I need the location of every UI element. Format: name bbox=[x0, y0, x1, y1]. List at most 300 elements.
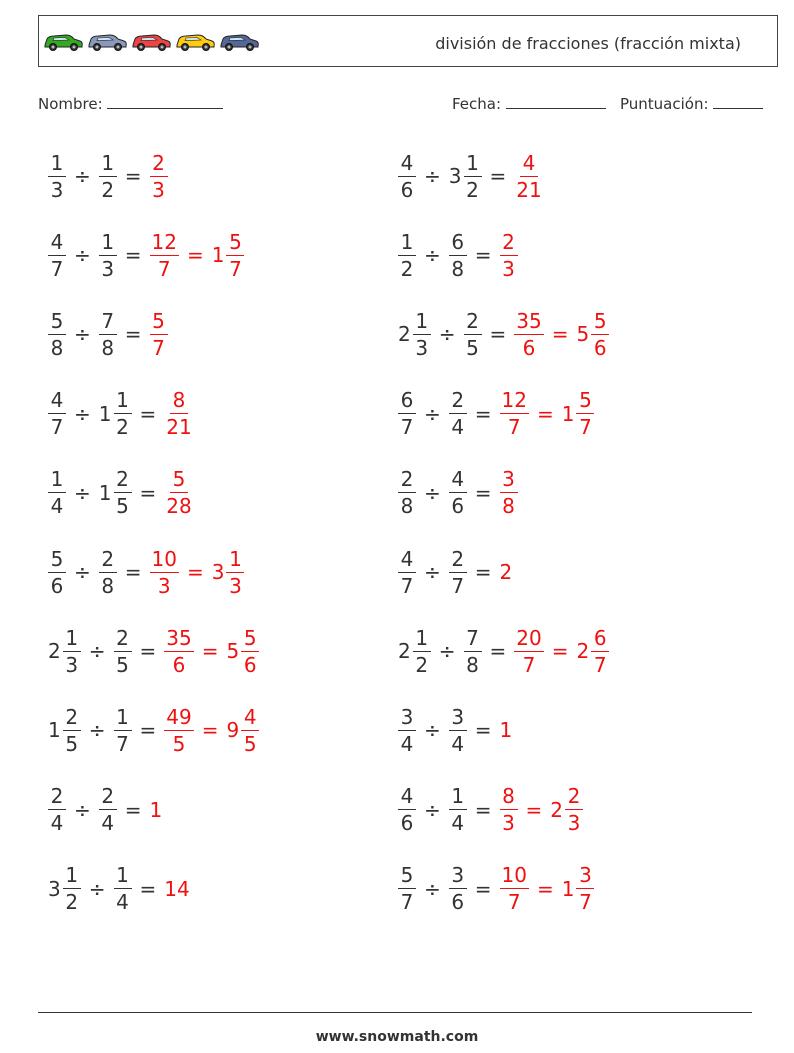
dividend-denominator: 3 bbox=[415, 335, 429, 360]
divisor-denominator: 4 bbox=[451, 811, 465, 836]
answer-fraction bbox=[514, 625, 543, 677]
answer bbox=[498, 229, 520, 281]
divisor bbox=[112, 863, 134, 915]
divisor bbox=[447, 229, 469, 281]
date-field bbox=[452, 94, 606, 113]
date-blank bbox=[506, 94, 606, 109]
dividend-numerator: 1 bbox=[63, 865, 81, 889]
answer-fraction bbox=[500, 388, 529, 440]
equals-sign: = bbox=[536, 876, 554, 901]
answer-denominator: 5 bbox=[172, 731, 186, 756]
dividend-denominator: 3 bbox=[65, 652, 79, 677]
divisor-denominator: 2 bbox=[101, 177, 115, 202]
answer-numerator: 5 bbox=[170, 469, 188, 493]
dividend-numerator: 1 bbox=[413, 628, 431, 652]
dividend bbox=[396, 467, 418, 519]
divisor-numerator: 4 bbox=[449, 469, 467, 493]
car-icon bbox=[86, 29, 128, 53]
divisor-denominator: 4 bbox=[451, 731, 465, 756]
divisor bbox=[447, 704, 469, 756]
divisor bbox=[447, 546, 469, 598]
problem-item bbox=[46, 463, 196, 523]
divisor-denominator: 3 bbox=[101, 256, 115, 281]
divisor-denominator: 5 bbox=[116, 652, 129, 677]
problem-item bbox=[46, 859, 190, 919]
dividend-fraction bbox=[48, 388, 66, 440]
divide-sign: ÷ bbox=[424, 718, 441, 743]
problem-item bbox=[396, 146, 546, 206]
answer bbox=[512, 625, 545, 677]
dividend bbox=[396, 308, 433, 360]
answer-numerator: 35 bbox=[166, 625, 192, 650]
answer-numerator: 10 bbox=[151, 546, 177, 571]
answer-fraction bbox=[150, 229, 179, 281]
divide-sign: ÷ bbox=[424, 797, 441, 822]
dividend-numerator: 6 bbox=[398, 390, 416, 414]
divisor-fraction bbox=[114, 388, 132, 440]
answer-fraction bbox=[226, 546, 244, 598]
answer-fraction bbox=[500, 863, 529, 915]
name-field bbox=[38, 94, 223, 113]
divisor-denominator: 5 bbox=[466, 335, 479, 360]
divisor-fraction bbox=[449, 388, 467, 440]
answer bbox=[162, 467, 195, 519]
answer-whole: 2 bbox=[576, 639, 590, 664]
dividend-denominator: 7 bbox=[400, 573, 414, 598]
equals-sign: = bbox=[124, 560, 142, 584]
divide-sign: ÷ bbox=[88, 639, 106, 664]
car-icon bbox=[174, 29, 216, 53]
dividend-whole: 2 bbox=[48, 639, 61, 664]
dividend-numerator: 2 bbox=[398, 469, 416, 493]
dividend-numerator: 1 bbox=[63, 628, 81, 652]
answer bbox=[512, 150, 545, 202]
answer bbox=[148, 798, 163, 822]
divide-sign: ÷ bbox=[74, 401, 91, 426]
divide-sign: ÷ bbox=[74, 322, 91, 347]
divide-sign: ÷ bbox=[74, 797, 91, 822]
divisor-fraction bbox=[99, 150, 117, 202]
dividend bbox=[46, 229, 68, 281]
answer-whole: 1 bbox=[211, 243, 225, 268]
equals-sign: = bbox=[551, 639, 569, 664]
answer-whole: 1 bbox=[561, 401, 575, 426]
answer-numerator: 3 bbox=[576, 865, 594, 889]
answer-fraction bbox=[500, 467, 518, 519]
header-box bbox=[38, 15, 778, 67]
divide-sign: ÷ bbox=[424, 401, 441, 426]
problem-item bbox=[396, 621, 611, 681]
divisor-numerator: 1 bbox=[99, 153, 117, 177]
answer-fraction bbox=[164, 704, 193, 756]
dividend-fraction bbox=[398, 150, 416, 202]
footer-url: www.snowmath.com bbox=[315, 1029, 479, 1045]
divisor bbox=[447, 863, 469, 915]
dividend-fraction bbox=[413, 308, 431, 360]
answer bbox=[148, 229, 181, 281]
divisor-numerator: 2 bbox=[114, 628, 132, 652]
dividend-denominator: 7 bbox=[400, 415, 414, 440]
answer bbox=[162, 877, 189, 901]
answer-whole: 1 bbox=[499, 718, 513, 743]
answer-whole: 3 bbox=[211, 560, 225, 584]
problem-item bbox=[46, 304, 170, 364]
divide-sign: ÷ bbox=[74, 560, 91, 584]
dividend bbox=[46, 308, 68, 360]
answer bbox=[210, 229, 247, 281]
divisor-numerator: 1 bbox=[464, 153, 482, 177]
divisor bbox=[97, 467, 134, 519]
dividend bbox=[46, 467, 68, 519]
equals-sign: = bbox=[124, 797, 142, 822]
divide-sign: ÷ bbox=[74, 164, 91, 188]
dividend-numerator: 5 bbox=[48, 311, 66, 335]
dividend-fraction bbox=[48, 150, 66, 202]
equals-sign: = bbox=[474, 401, 492, 426]
dividend-denominator: 4 bbox=[50, 811, 64, 836]
answer bbox=[498, 467, 520, 519]
equals-sign: = bbox=[124, 243, 142, 268]
divide-sign: ÷ bbox=[74, 243, 91, 268]
dividend-fraction bbox=[48, 467, 66, 519]
dividend-denominator: 2 bbox=[400, 256, 414, 281]
problem-item bbox=[46, 225, 246, 285]
divisor bbox=[447, 150, 484, 202]
divisor bbox=[112, 625, 134, 677]
dividend bbox=[46, 704, 83, 756]
dividend-numerator: 2 bbox=[63, 707, 81, 731]
car-icon bbox=[218, 29, 260, 53]
dividend bbox=[46, 863, 83, 915]
divisor-numerator: 2 bbox=[99, 786, 117, 810]
answer-numerator: 3 bbox=[500, 469, 518, 493]
dividend-fraction bbox=[398, 229, 416, 281]
dividend-fraction bbox=[398, 784, 416, 836]
dividend bbox=[46, 784, 68, 836]
answer bbox=[148, 150, 170, 202]
answer bbox=[148, 308, 170, 360]
answer bbox=[512, 308, 545, 360]
dividend-whole: 1 bbox=[48, 718, 61, 743]
divisor-denominator: 8 bbox=[451, 256, 465, 281]
dividend-denominator: 2 bbox=[415, 652, 429, 677]
answer-fraction bbox=[226, 229, 244, 281]
dividend-denominator: 6 bbox=[400, 177, 414, 202]
answer-numerator: 5 bbox=[150, 311, 168, 335]
divisor-fraction bbox=[449, 704, 467, 756]
answer-fraction bbox=[164, 625, 193, 677]
divide-sign: ÷ bbox=[88, 876, 106, 901]
answer-denominator: 7 bbox=[152, 335, 165, 360]
dividend-denominator: 3 bbox=[50, 177, 64, 202]
divisor bbox=[112, 704, 134, 756]
divisor-numerator: 1 bbox=[114, 865, 132, 889]
problem-item bbox=[46, 780, 162, 840]
answer-whole: 14 bbox=[164, 876, 190, 901]
answer-fraction bbox=[591, 625, 609, 677]
answer-fraction bbox=[500, 784, 518, 836]
divide-sign: ÷ bbox=[424, 876, 441, 901]
dividend-denominator: 7 bbox=[400, 890, 414, 915]
divisor-denominator: 4 bbox=[101, 811, 115, 836]
answer bbox=[162, 625, 195, 677]
car-icon bbox=[42, 29, 84, 53]
dividend-denominator: 7 bbox=[50, 256, 64, 281]
dividend-denominator: 8 bbox=[400, 494, 414, 519]
answer-denominator: 7 bbox=[507, 415, 521, 440]
equals-sign: = bbox=[124, 322, 142, 347]
dividend-fraction bbox=[48, 546, 66, 598]
car-icon bbox=[130, 29, 172, 53]
answer-numerator: 6 bbox=[591, 628, 609, 652]
dividend-fraction bbox=[48, 229, 66, 281]
answer-denominator: 7 bbox=[507, 890, 521, 915]
problem-item bbox=[396, 384, 596, 444]
dividend bbox=[46, 388, 68, 440]
equals-sign: = bbox=[201, 718, 219, 743]
dividend bbox=[396, 150, 418, 202]
answer-numerator: 5 bbox=[576, 390, 594, 414]
equals-sign: = bbox=[474, 243, 492, 268]
answer-numerator: 5 bbox=[591, 311, 609, 335]
equals-sign: = bbox=[536, 401, 554, 426]
answer-fraction bbox=[576, 863, 594, 915]
equals-sign: = bbox=[474, 560, 492, 584]
answer-fraction bbox=[514, 308, 543, 360]
answer-denominator: 7 bbox=[229, 256, 242, 281]
divisor-fraction bbox=[464, 625, 482, 677]
divisor-whole: 3 bbox=[448, 164, 462, 188]
dividend-numerator: 4 bbox=[398, 786, 416, 810]
answer-whole: 2 bbox=[550, 797, 564, 822]
dividend-fraction bbox=[413, 625, 431, 677]
divide-sign: ÷ bbox=[424, 560, 441, 584]
dividend-fraction bbox=[48, 308, 66, 360]
answer-denominator: 7 bbox=[593, 652, 607, 677]
dividend bbox=[396, 863, 418, 915]
name-blank bbox=[107, 94, 223, 109]
answer-whole: 2 bbox=[499, 560, 513, 584]
dividend bbox=[46, 625, 83, 677]
score-field bbox=[620, 94, 763, 113]
dividend-fraction bbox=[48, 784, 66, 836]
divisor-numerator: 7 bbox=[464, 628, 482, 652]
dividend-fraction bbox=[398, 546, 416, 598]
answer-whole: 9 bbox=[226, 718, 240, 743]
equals-sign: = bbox=[474, 718, 492, 743]
divide-sign: ÷ bbox=[438, 322, 456, 347]
dividend-denominator: 6 bbox=[400, 811, 414, 836]
divisor bbox=[462, 625, 484, 677]
divisor-fraction bbox=[114, 863, 132, 915]
equals-sign: = bbox=[525, 797, 543, 822]
problem-item bbox=[396, 304, 611, 364]
dividend-denominator: 5 bbox=[65, 731, 79, 756]
answer-fraction bbox=[150, 308, 168, 360]
divisor-fraction bbox=[114, 704, 132, 756]
dividend bbox=[396, 546, 418, 598]
dividend bbox=[396, 388, 418, 440]
dividend-numerator: 4 bbox=[48, 390, 66, 414]
divisor-numerator: 1 bbox=[449, 786, 467, 810]
problem-item bbox=[396, 542, 512, 602]
dividend-whole: 2 bbox=[398, 322, 411, 347]
dividend-fraction bbox=[398, 863, 416, 915]
divisor-denominator: 2 bbox=[466, 177, 479, 202]
answer-denominator: 21 bbox=[516, 177, 542, 202]
divisor bbox=[97, 150, 119, 202]
divisor-numerator: 2 bbox=[114, 469, 132, 493]
dividend-numerator: 1 bbox=[398, 232, 416, 256]
answer bbox=[498, 784, 520, 836]
answer-fraction bbox=[164, 388, 193, 440]
divide-sign: ÷ bbox=[424, 243, 441, 268]
dividend-denominator: 4 bbox=[400, 731, 414, 756]
answer-denominator: 3 bbox=[157, 573, 171, 598]
answer-fraction bbox=[591, 308, 609, 360]
divisor-denominator: 6 bbox=[451, 890, 465, 915]
answer-numerator: 8 bbox=[500, 786, 518, 810]
equals-sign: = bbox=[139, 639, 157, 664]
dividend-denominator: 2 bbox=[65, 890, 79, 915]
dividend-numerator: 3 bbox=[398, 707, 416, 731]
divisor-denominator: 4 bbox=[116, 890, 129, 915]
answer bbox=[148, 546, 181, 598]
answer-denominator: 7 bbox=[579, 415, 592, 440]
answer-denominator: 3 bbox=[502, 811, 515, 836]
dividend-fraction bbox=[398, 704, 416, 756]
answer-denominator: 7 bbox=[579, 890, 592, 915]
answer bbox=[574, 308, 611, 360]
equals-sign: = bbox=[186, 243, 204, 268]
answer bbox=[162, 388, 195, 440]
dividend-fraction bbox=[398, 388, 416, 440]
answer-fraction bbox=[150, 546, 179, 598]
problem-item bbox=[396, 859, 596, 919]
dividend-whole: 2 bbox=[398, 639, 411, 664]
dividend-denominator: 7 bbox=[50, 415, 64, 440]
equals-sign: = bbox=[474, 876, 492, 901]
divisor-numerator: 2 bbox=[464, 311, 482, 335]
divisor bbox=[97, 229, 119, 281]
answer-fraction bbox=[576, 388, 594, 440]
divisor-fraction bbox=[464, 150, 482, 202]
divisor-whole: 1 bbox=[98, 401, 112, 426]
divisor-fraction bbox=[464, 308, 482, 360]
divisor bbox=[97, 388, 134, 440]
answer-numerator: 5 bbox=[226, 232, 244, 256]
divisor-fraction bbox=[99, 546, 117, 598]
worksheet-title: división de fracciones (fracción mixta) bbox=[435, 34, 741, 53]
divisor bbox=[447, 784, 469, 836]
answer bbox=[224, 625, 261, 677]
answer bbox=[548, 784, 585, 836]
dividend-numerator: 5 bbox=[398, 865, 416, 889]
equals-sign: = bbox=[489, 322, 507, 347]
answer bbox=[498, 388, 531, 440]
footer-divider bbox=[38, 1012, 752, 1013]
answer-numerator: 12 bbox=[151, 229, 177, 254]
score-blank bbox=[713, 94, 763, 109]
dividend-fraction bbox=[63, 863, 81, 915]
equals-sign: = bbox=[201, 639, 219, 664]
problem-item bbox=[46, 621, 261, 681]
problem-item bbox=[46, 146, 170, 206]
answer-numerator: 12 bbox=[501, 388, 527, 413]
divisor-numerator: 3 bbox=[449, 865, 467, 889]
dividend bbox=[46, 150, 68, 202]
equals-sign: = bbox=[186, 560, 204, 584]
divisor-numerator: 7 bbox=[99, 311, 117, 335]
divide-sign: ÷ bbox=[438, 639, 456, 664]
answer-denominator: 3 bbox=[152, 177, 165, 202]
answer-denominator: 28 bbox=[166, 494, 192, 519]
answer-denominator: 5 bbox=[243, 731, 257, 756]
answer-numerator: 2 bbox=[565, 786, 583, 810]
answer-numerator: 5 bbox=[241, 628, 259, 652]
answer bbox=[498, 560, 513, 584]
divisor-fraction bbox=[99, 229, 117, 281]
dividend bbox=[396, 625, 433, 677]
dividend-fraction bbox=[398, 467, 416, 519]
divide-sign: ÷ bbox=[88, 718, 106, 743]
divisor-denominator: 5 bbox=[116, 494, 129, 519]
name-label: Nombre: bbox=[38, 95, 103, 113]
equals-sign: = bbox=[489, 639, 507, 664]
dividend-numerator: 1 bbox=[413, 311, 431, 335]
answer-numerator: 4 bbox=[520, 153, 538, 177]
divisor-fraction bbox=[449, 784, 467, 836]
equals-sign: = bbox=[474, 797, 492, 822]
answer-denominator: 3 bbox=[229, 573, 242, 598]
equals-sign: = bbox=[551, 322, 569, 347]
dividend-numerator: 1 bbox=[48, 153, 66, 177]
divisor-denominator: 7 bbox=[451, 573, 465, 598]
divisor-numerator: 2 bbox=[449, 549, 467, 573]
answer bbox=[162, 704, 195, 756]
problem-item bbox=[396, 780, 585, 840]
divisor-fraction bbox=[99, 784, 117, 836]
divisor-denominator: 4 bbox=[451, 415, 465, 440]
answer-denominator: 6 bbox=[243, 652, 257, 677]
dividend-numerator: 4 bbox=[48, 232, 66, 256]
answer-denominator: 3 bbox=[567, 811, 581, 836]
answer-denominator: 6 bbox=[593, 335, 607, 360]
answer-numerator: 35 bbox=[516, 308, 542, 333]
answer-fraction bbox=[514, 150, 543, 202]
answer-fraction bbox=[500, 229, 518, 281]
answer-denominator: 7 bbox=[522, 652, 536, 677]
answer bbox=[224, 704, 261, 756]
divisor-numerator: 1 bbox=[114, 390, 132, 414]
date-label: Fecha: bbox=[452, 95, 502, 113]
divisor-denominator: 8 bbox=[101, 335, 115, 360]
equals-sign: = bbox=[124, 164, 142, 188]
answer bbox=[560, 388, 597, 440]
divisor-denominator: 7 bbox=[116, 731, 129, 756]
divisor-fraction bbox=[449, 467, 467, 519]
divisor-numerator: 6 bbox=[449, 232, 467, 256]
divisor-numerator: 2 bbox=[449, 390, 467, 414]
divisor-fraction bbox=[114, 467, 132, 519]
equals-sign: = bbox=[489, 164, 507, 188]
equals-sign: = bbox=[139, 718, 157, 743]
problem-item bbox=[46, 700, 261, 760]
dividend-denominator: 8 bbox=[50, 335, 64, 360]
answer-numerator: 10 bbox=[501, 863, 527, 888]
answer-whole: 1 bbox=[561, 876, 575, 901]
answer-numerator: 49 bbox=[166, 704, 192, 729]
